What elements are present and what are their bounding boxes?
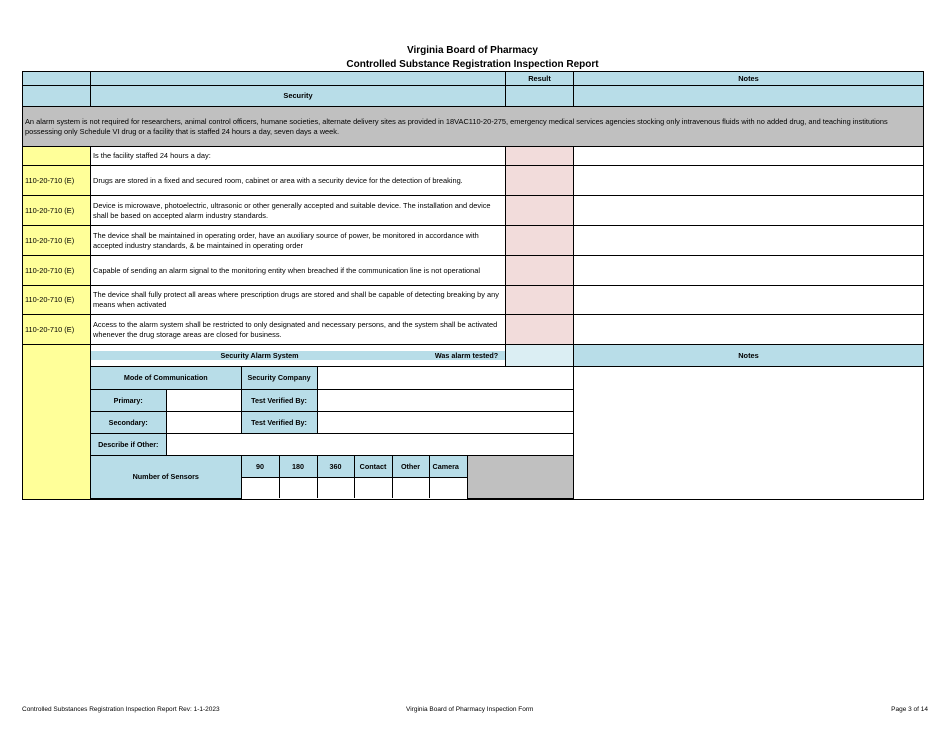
- header-text-cell: [91, 72, 506, 86]
- security-company-label: Security Company: [241, 367, 317, 389]
- result-cell[interactable]: [506, 166, 574, 196]
- result-cell[interactable]: [506, 286, 574, 315]
- sensor-count-360[interactable]: [317, 477, 354, 498]
- section-notes-cell: [574, 86, 924, 107]
- notes-cell[interactable]: [574, 196, 924, 226]
- page-title: Virginia Board of Pharmacy: [407, 45, 538, 56]
- alarm-details-table: [91, 367, 573, 499]
- alarm-title-table: [91, 351, 505, 360]
- describe-other-field[interactable]: [166, 433, 573, 455]
- secondary-verified-field[interactable]: [317, 411, 573, 433]
- requirement-text: The device shall fully protect all areas where prescription drugs are stored and shall be capable of detecting breaking by any means when activated: [91, 286, 506, 315]
- secondary-label: Secondary:: [91, 411, 166, 433]
- table-row: [23, 226, 924, 256]
- sensor-count-90[interactable]: [241, 477, 279, 498]
- sensor-type-other: Other: [392, 455, 429, 477]
- result-cell[interactable]: [506, 226, 574, 256]
- header-code-cell: [23, 72, 91, 86]
- table-row: [23, 147, 924, 166]
- notes-cell[interactable]: [574, 256, 924, 286]
- alarm-details-cell: [91, 367, 574, 500]
- notes-cell[interactable]: [574, 226, 924, 256]
- primary-field[interactable]: [166, 389, 241, 411]
- requirement-text: The device shall be maintained in operating order, have an auxiliary source of power, be monitored in accordance with accepted industry standards, & be maintained in operating order: [91, 226, 506, 256]
- table-row: [23, 166, 924, 196]
- result-cell[interactable]: [506, 196, 574, 226]
- alarm-tested-label: Was alarm tested?: [428, 351, 505, 360]
- result-cell[interactable]: [506, 256, 574, 286]
- alarm-code-cell: [23, 345, 91, 500]
- regulation-code: 110-20-710 (E): [23, 196, 91, 226]
- notes-cell[interactable]: [574, 147, 924, 166]
- sensor-count-contact[interactable]: [354, 477, 392, 498]
- notes-column-header: Notes: [574, 72, 924, 86]
- security-company-field[interactable]: [317, 367, 573, 389]
- sensor-type-contact: Contact: [354, 455, 392, 477]
- table-row: [23, 196, 924, 226]
- describe-other-label: Describe if Other:: [91, 433, 166, 455]
- regulation-code: 110-20-710 (E): [23, 226, 91, 256]
- sensor-type-90: 90: [241, 455, 279, 477]
- secondary-verified-label: Test Verified By:: [241, 411, 317, 433]
- footer-revision: Controlled Substances Registration Inspection Report Rev: 1-1-2023: [22, 706, 220, 713]
- alarm-notes-field[interactable]: [574, 367, 924, 500]
- notes-cell[interactable]: [574, 166, 924, 196]
- requirement-text: Device is microwave, photoelectric, ultrasonic or other generally accepted and suitable device. The installation and device shall be based on accepted alarm industry standards.: [91, 196, 506, 226]
- alarm-notes-header: Notes: [574, 345, 924, 367]
- alarm-section-title: Security Alarm System: [91, 351, 428, 360]
- table-row: [23, 286, 924, 315]
- requirement-text: Drugs are stored in a fixed and secured room, cabinet or area with a security device for the detection of breaking.: [91, 166, 506, 196]
- table-row: [23, 315, 924, 345]
- requirement-text: Access to the alarm system shall be restricted to only designated and necessary persons, and the system shall be activated whenever the drug storage areas are closed for business.: [91, 315, 506, 345]
- sensor-count-other[interactable]: [392, 477, 429, 498]
- regulation-code: [23, 147, 91, 166]
- alarm-title-cell: [91, 345, 506, 367]
- alarm-tested-cell[interactable]: [506, 345, 574, 367]
- alarm-exemption-note: An alarm system is not required for researchers, animal control officers, humane societies, alternate delivery sites as provided in 18VAC110-20-275, emergency medical services agencies stocking only intravenous fluids with no added drug, and teaching institutions possessing only Schedule VI drug or a facility that is staffed 24 hours a day, seven days a week.: [23, 107, 924, 147]
- section-title: Security: [91, 86, 506, 107]
- result-cell[interactable]: [506, 315, 574, 345]
- primary-label: Primary:: [91, 389, 166, 411]
- footer-page-number: Page 3 of 14: [891, 706, 928, 713]
- result-cell[interactable]: [506, 147, 574, 166]
- sensor-count-camera[interactable]: [429, 477, 467, 498]
- sensor-type-camera: Camera: [429, 455, 467, 477]
- regulation-code: 110-20-710 (E): [23, 286, 91, 315]
- footer-form-name: Virginia Board of Pharmacy Inspection Form: [406, 706, 534, 713]
- sensor-count-180[interactable]: [279, 477, 317, 498]
- sensor-type-180: 180: [279, 455, 317, 477]
- sensors-filler-cell: [467, 455, 573, 498]
- notes-cell[interactable]: [574, 286, 924, 315]
- secondary-field[interactable]: [166, 411, 241, 433]
- page-subtitle: Controlled Substance Registration Inspection Report: [346, 59, 599, 70]
- regulation-code: 110-20-710 (E): [23, 256, 91, 286]
- notes-cell[interactable]: [574, 315, 924, 345]
- mode-of-communication-label: Mode of Communication: [91, 367, 241, 389]
- requirement-text: Is the facility staffed 24 hours a day:: [91, 147, 506, 166]
- sensor-type-360: 360: [317, 455, 354, 477]
- section-result-cell: [506, 86, 574, 107]
- inspection-table: [22, 71, 924, 500]
- number-of-sensors-label: Number of Sensors: [91, 455, 241, 498]
- result-column-header: Result: [506, 72, 574, 86]
- section-code-cell: [23, 86, 91, 107]
- table-row: [23, 256, 924, 286]
- requirement-text: Capable of sending an alarm signal to the monitoring entity when breached if the communication line is not operational: [91, 256, 506, 286]
- regulation-code: 110-20-710 (E): [23, 315, 91, 345]
- primary-verified-label: Test Verified By:: [241, 389, 317, 411]
- regulation-code: 110-20-710 (E): [23, 166, 91, 196]
- primary-verified-field[interactable]: [317, 389, 573, 411]
